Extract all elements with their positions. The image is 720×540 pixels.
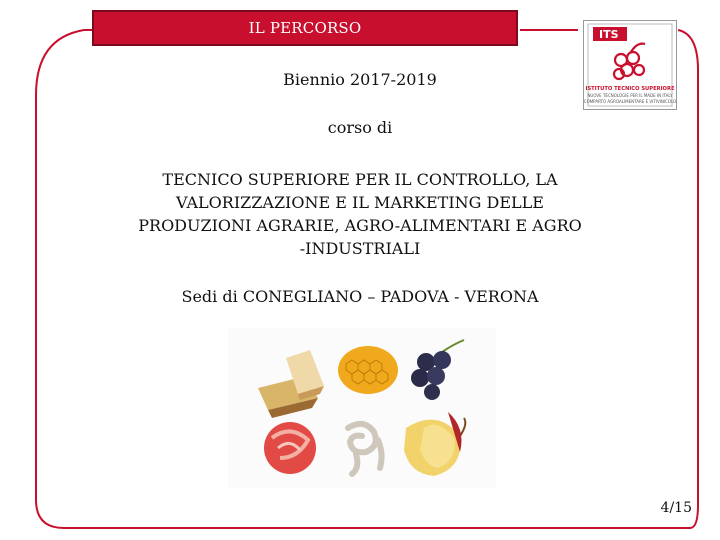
food-products-image bbox=[228, 328, 496, 488]
period-label: Biennio 2017-2019 bbox=[283, 70, 437, 89]
its-tagline-2: COMPARTO AGROALIMENTARE E VITIVINICOLO bbox=[583, 99, 677, 104]
cured-meat-image bbox=[264, 422, 316, 474]
course-title-line: VALORIZZAZIONE E IL MARKETING DELLE bbox=[176, 193, 544, 212]
its-logo bbox=[583, 20, 677, 110]
honeycomb-image bbox=[338, 346, 398, 394]
its-badge-text: ITS bbox=[599, 28, 619, 41]
course-title-line: PRODUZIONI AGRARIE, AGRO-ALIMENTARI E AGRO bbox=[138, 216, 582, 235]
its-name: ISTITUTO TECNICO SUPERIORE bbox=[585, 86, 675, 92]
page-number: 4/15 bbox=[660, 500, 692, 516]
header-title: IL PERCORSO bbox=[92, 10, 518, 46]
course-intro: corso di bbox=[327, 118, 393, 137]
course-title-line: TECNICO SUPERIORE PER IL CONTROLLO, LA bbox=[162, 170, 558, 189]
its-tagline-1: NUOVE TECNOLOGIE PER IL MADE IN ITALY bbox=[587, 93, 673, 98]
locations-text: Sedi di CONEGLIANO – PADOVA - VERONA bbox=[181, 287, 539, 306]
course-title-line: -INDUSTRIALI bbox=[299, 239, 421, 258]
course-title bbox=[120, 168, 600, 260]
